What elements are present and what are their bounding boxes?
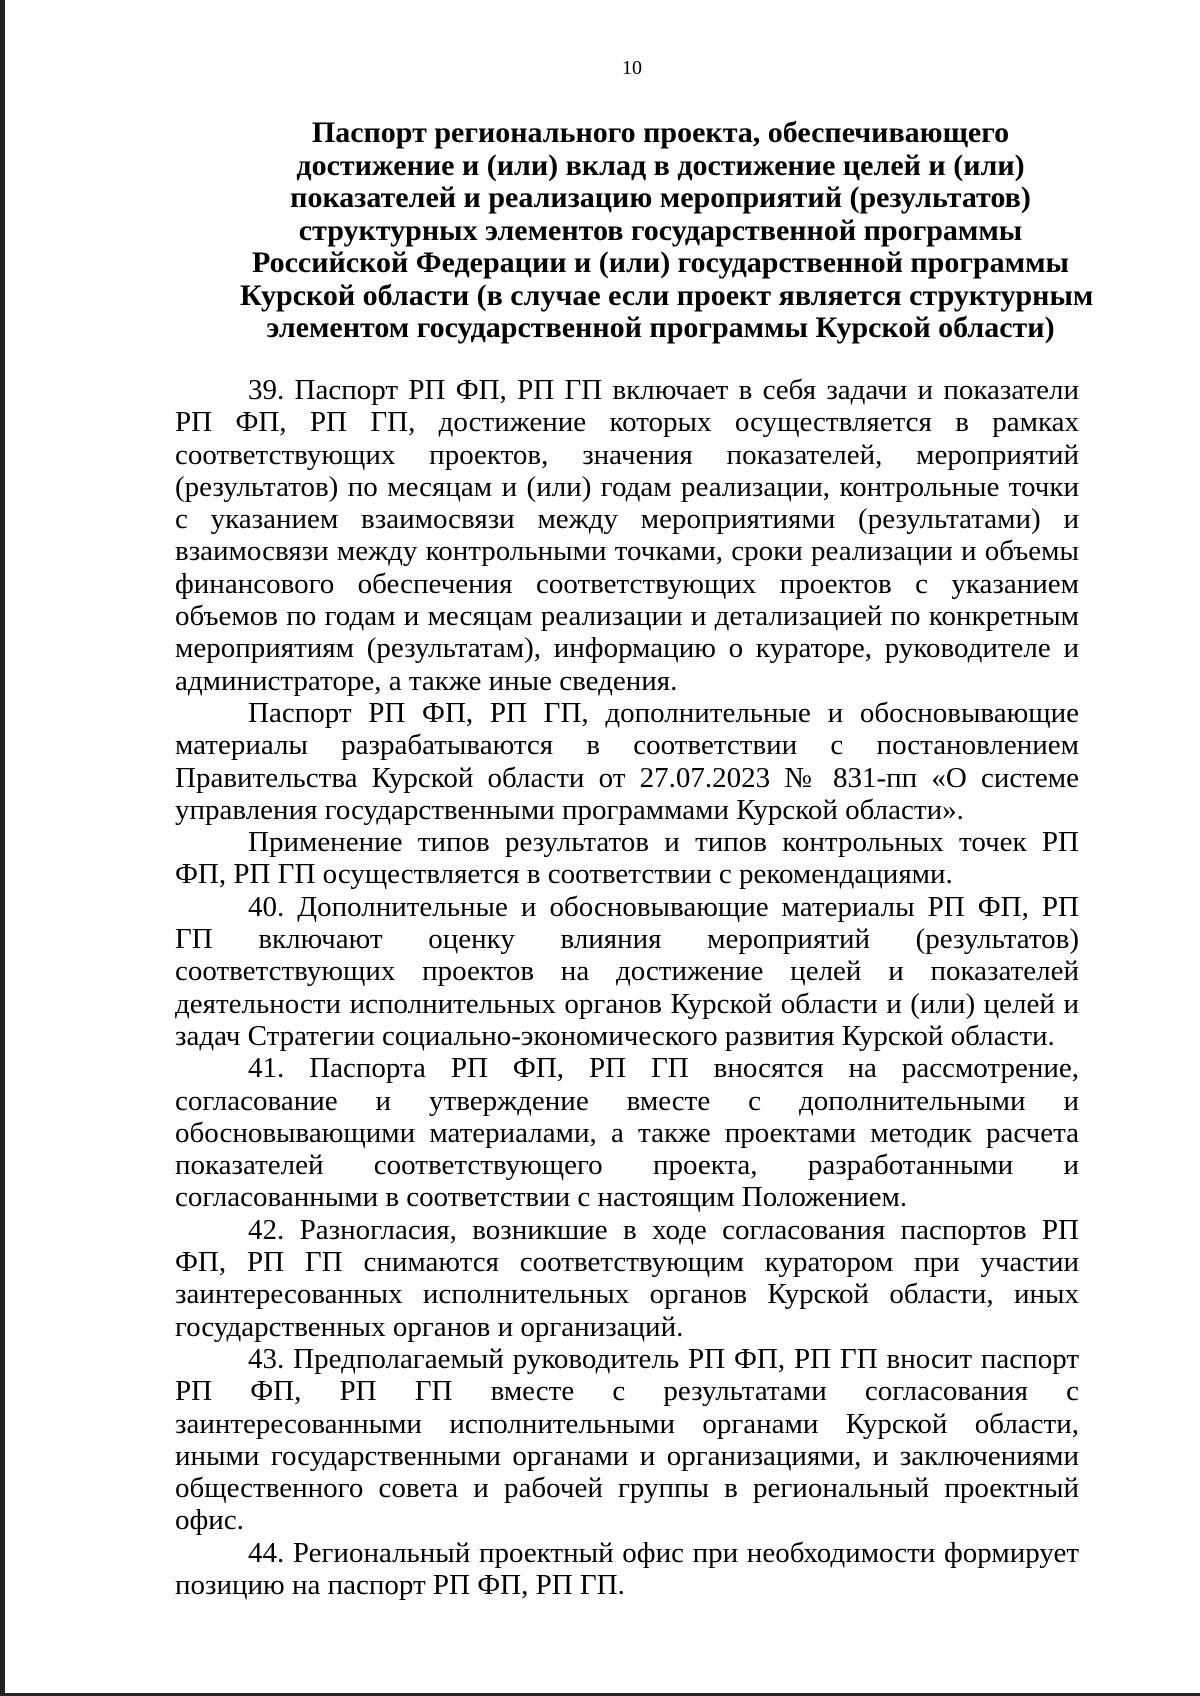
paragraph-40: 40. Дополнительные и обосновывающие материалы РП ФП, РП ГП включают оценку влияния мероприятий (результатов) соответствующих проектов на достижение целей и показателей деятельности исполнительных органов Курской области и (или) целей и задач Стратегии социально-экономического развития Курской области.	[175, 890, 1079, 1052]
scan-border-left	[0, 0, 5, 1696]
body-text	[175, 374, 1079, 1601]
paragraph-39: 39. Паспорт РП ФП, РП ГП включает в себя задачи и показатели РП ФП, РП ГП, достижение которых осуществляется в рамках соответствующих проектов, значения показателей, мероприятий (результатов) по месяцам и (или) годам реализации, контрольные точки с указанием взаимосвязи между мероприятиями (результатами) и взаимосвязи между контрольными точками, сроки реализации и объемы финансового обеспечения соответствующих проектов с указанием объемов по годам и месяцам реализации и детализацией по конкретным мероприятиям (результатам), информацию о кураторе, руководителе и администраторе, а также иные сведения.	[175, 374, 1079, 697]
paragraph-42: 42. Разногласия, возникшие в ходе согласования паспортов РП ФП, РП ГП снимаются соответствующим куратором при участии заинтересованных исполнительных органов Курской области, иных государственных органов и организаций.	[175, 1213, 1079, 1343]
title-line: показателей и реализацию мероприятий (результатов)	[290, 181, 1031, 214]
paragraph-43: 43. Предполагаемый руководитель РП ФП, РП ГП вносит паспорт РП ФП, РП ГП вместе с результатами согласования с заинтересованными исполнительными органами Курской области, иными государственными органами и организациями, и заключениями общественного совета и рабочей группы в региональный проектный офис.	[175, 1342, 1079, 1537]
section-title	[240, 116, 1094, 345]
paragraph-41: 41. Паспорта РП ФП, РП ГП вносятся на рассмотрение, согласование и утверждение вместе с дополнительными и обосновывающими материалами, а также проектами методик расчета показателей соответствующего проекта, разработанными и согласованными в соответствии с настоящим Положением.	[175, 1052, 1079, 1214]
paragraph-44: 44. Региональный проектный офис при необходимости формирует позицию на паспорт РП ФП, РП ГП.	[175, 1536, 1079, 1601]
title-line: Паспорт регионального проекта, обеспечивающего	[311, 116, 1010, 149]
title-line: структурных элементов государственной программы	[298, 213, 1023, 247]
paragraph-result-types: Применение типов результатов и типов контрольных точек РП ФП, РП ГП осуществляется в соответствии с рекомендациями.	[175, 826, 1079, 891]
page-number: 10	[622, 57, 642, 79]
title-line: Российской Федерации и (или) государственной программы	[252, 246, 1069, 279]
paragraph-passport-materials: Паспорт РП ФП, РП ГП, дополнительные и обосновывающие материалы разрабатываются в соответствии с постановлением Правительства Курской области от 27.07.2023 № 831-пп «О системе управления государственными программами Курской области».	[175, 696, 1079, 826]
title-line: элементом государственной программы Курской области)	[266, 311, 1055, 344]
title-line: достижение и (или) вклад в достижение целей и (или)	[296, 148, 1025, 182]
title-line: Курской области (в случае если проект является структурным	[240, 278, 1094, 312]
